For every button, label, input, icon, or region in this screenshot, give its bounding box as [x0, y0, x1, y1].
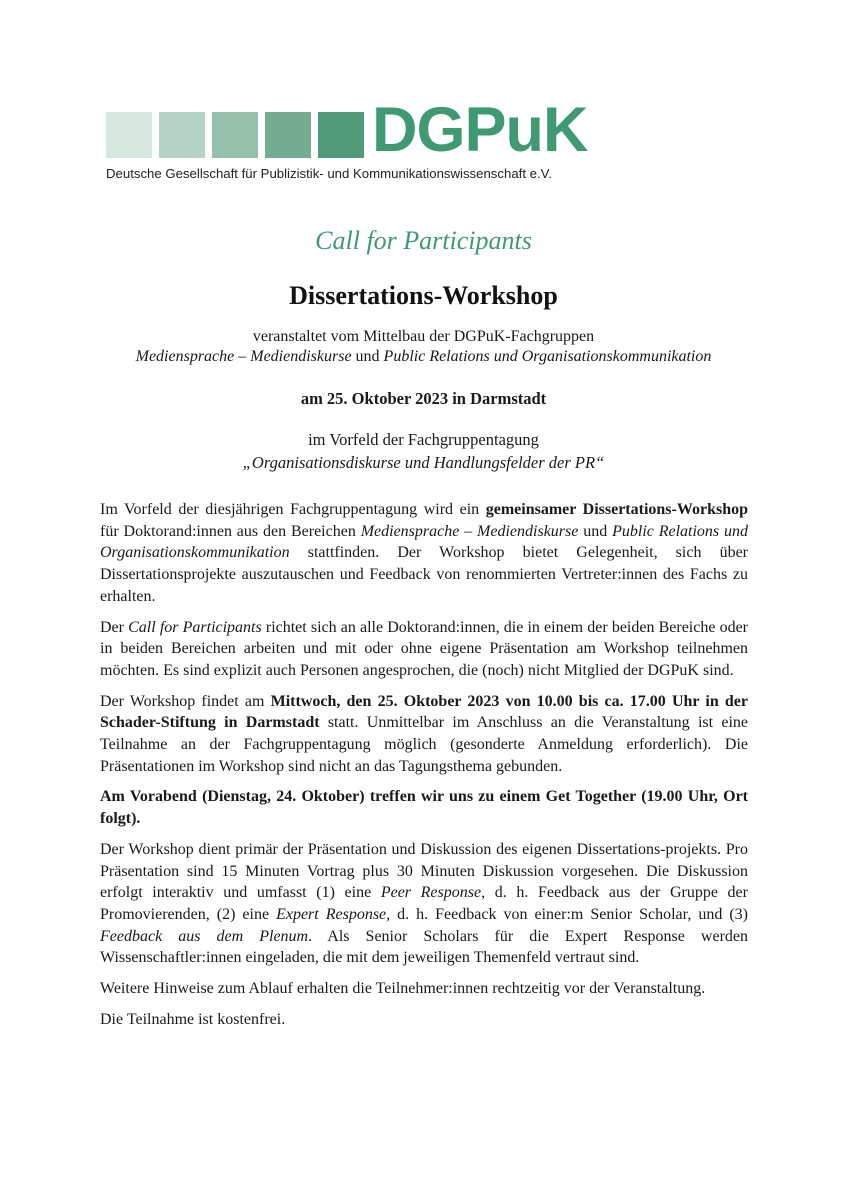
p1-italic-1: Mediensprache – Mediendiskurse	[360, 522, 579, 540]
fachgruppen-line	[0, 348, 847, 366]
p3-bold: Mittwoch, den 25. Oktober 2023 von 10.00 bis ca. 17.00 Uhr in der Schader-Stiftung in Darmstadt	[100, 692, 749, 732]
p1-text-a: Im Vorfeld der diesjährigen Fachgruppentagung wird ein	[100, 501, 486, 518]
logo-block-4	[265, 112, 311, 158]
p4-bold: Am Vorabend (Dienstag, 24. Oktober) treffen wir uns zu einem Get Together (19.00 Uhr, Ort folgt).	[100, 788, 748, 828]
p5-text-a: Der Workshop dient primär der Präsentation und Diskussion des eigenen Dissertations-projekts. Pro Präsentation sind 15 Minuten Vortrag plus 30 Minuten Diskussion vorgesehen. Die Diskussion erfolgt interaktiv und umfasst (1) eine	[100, 840, 748, 902]
logo-wordmark: DGPuK	[372, 95, 588, 165]
p5-italic-2: Expert Response	[276, 905, 387, 923]
p5-text-g: . Als Senior Scholars für die Expert Response werden Wissenschaftler:innen eingeladen, die mit dem jeweiligen Themenfeld vertraut sind.	[100, 927, 749, 967]
paragraph-2	[100, 617, 748, 682]
conference-title: „Organisationsdiskurse und Handlungsfelder der PR“	[242, 453, 605, 472]
paragraph-5	[100, 839, 748, 969]
paragraph-6: Weitere Hinweise zum Ablauf erhalten die Teilnehmer:innen rechtzeitig vor der Veranstaltung.	[100, 980, 706, 998]
paragraph-7: Die Teilnahme ist kostenfrei.	[100, 1010, 286, 1028]
p2-italic: Call for Participants	[128, 618, 262, 636]
paragraph-1	[100, 499, 748, 608]
p5-italic-3: Feedback aus dem Plenum	[100, 927, 309, 945]
p1-italic-2: Public Relations und Organisationskommunikation	[100, 522, 749, 562]
group-and: und	[355, 348, 380, 365]
p2-text-c: richtet sich an alle Doktorand:innen, die in einem der beiden Bereiche oder in beiden Bereichen arbeiten und mit oder ohne eigene Präsentation am Workshop teilnehmen möchten. Es sind explizit auch Personen angesprochen, die (noch) nicht Mitglied der DGPuK sind.	[100, 618, 749, 679]
logo-block-2	[159, 112, 205, 158]
body-text	[100, 499, 748, 1039]
p5-text-e: , d. h. Feedback von einer:m Senior Scholar, und (3)	[386, 905, 749, 923]
group-2: Public Relations und Organisationskommunikation	[383, 348, 712, 365]
conference-intro: im Vorfeld der Fachgruppentagung	[308, 430, 539, 449]
call-heading: Call for Participants	[315, 226, 532, 255]
p1-bold: gemeinsamer Dissertations-Workshop	[485, 501, 748, 518]
logo-gradient-blocks	[106, 112, 371, 158]
dgpuk-logo	[106, 95, 706, 187]
p2-text-a: Der	[100, 618, 129, 636]
p3-text-c: statt. Unmittelbar im Anschluss an die Veranstaltung ist eine Teilnahme an der Fachgruppentagung möglich (gesonderte Anmeldung erforderlich). Die Präsentationen im Workshop sind nicht an das Tagungsthema gebunden.	[100, 714, 748, 775]
p3-text-a: Der Workshop findet am	[100, 692, 271, 710]
p1-text-g: stattfinden. Der Workshop bietet Gelegenheit, sich über Dissertationsprojekte auszutauschen und Feedback von renommierten Vertreter:innen des Fachs zu erhalten.	[100, 544, 748, 605]
organizer-line: veranstaltet vom Mittelbau der DGPuK-Fachgruppen	[252, 328, 595, 345]
logo-block-3	[212, 112, 258, 158]
p1-text-e: und	[578, 522, 613, 540]
p5-italic-1: Peer Response	[380, 884, 482, 902]
p1-text-c: für Doktorand:innen aus den Bereichen	[100, 522, 361, 540]
page-title: Dissertations-Workshop	[289, 281, 558, 310]
logo-subtitle: Deutsche Gesellschaft für Publizistik- und Kommunikationswissenschaft e.V.	[106, 166, 552, 181]
p5-text-c: , d. h. Feedback aus der Gruppe der Promovierenden, (2) eine	[100, 884, 748, 923]
logo-block-5	[318, 112, 364, 158]
event-date: am 25. Oktober 2023 in Darmstadt	[300, 389, 547, 408]
paragraph-3	[100, 691, 748, 778]
logo-block-1	[106, 112, 152, 158]
paragraph-4	[100, 786, 748, 829]
group-1: Mediensprache – Mediendiskurse	[135, 348, 352, 365]
